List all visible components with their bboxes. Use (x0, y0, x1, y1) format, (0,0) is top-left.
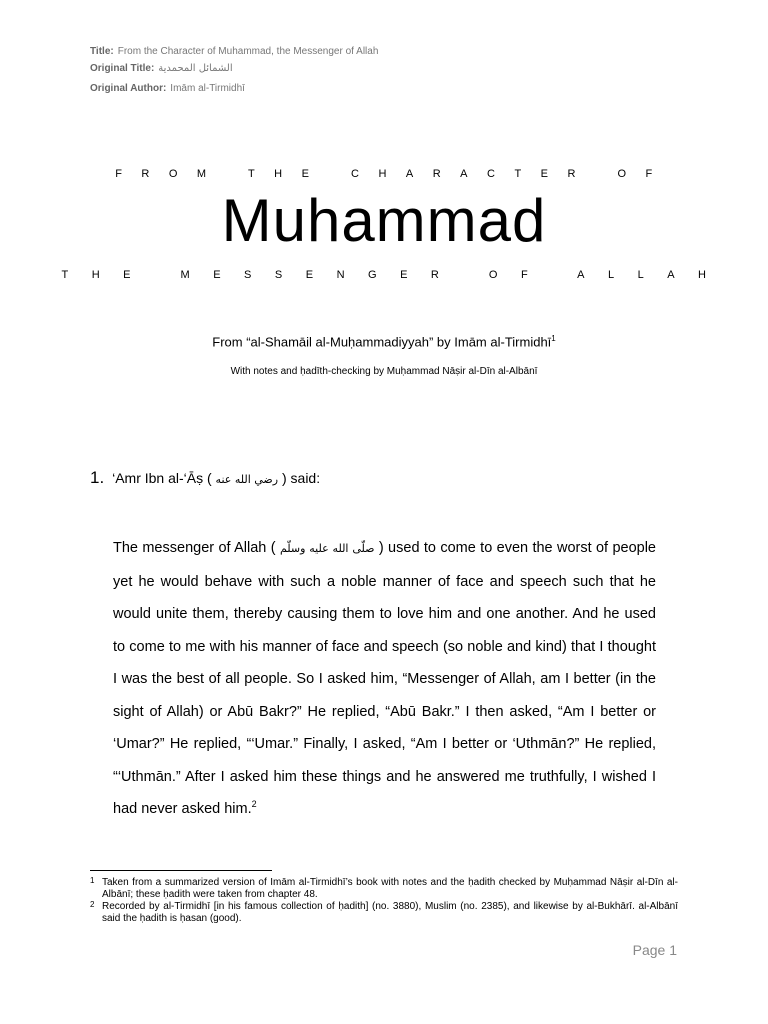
meta-title-line (90, 46, 378, 57)
footnote-1 (90, 877, 678, 901)
narrator-arabic: رضي الله عنه (215, 473, 279, 486)
meta-author-line (90, 83, 245, 94)
notes-line: With notes and ḥadīth-checking by Muḥammad Nāṣir al-Dīn al-Albānī (230, 366, 538, 377)
meta-original-title-value: الشمائل المحمدية (158, 63, 233, 74)
source-line-text: From “al-Shamāil al-Muḥammadiyyah” by Imām al-Tirmidhī (212, 334, 552, 350)
page-number: Page 1 (632, 942, 677, 958)
cover-bottom-text: THE MESSENGER OF ALLAH (61, 269, 730, 281)
meta-original-title-line (90, 63, 233, 74)
footnote-2-text: Recorded by al-Tirmidhī [in his famous collection of ḥadith] (no. 3880), Muslim (no. 2385), and likewise by al-Bukhārī. al-Albānī said the ḥadith is ḥasan (good). (102, 901, 678, 924)
narrator-before: ‘Amr Ibn al-‘Āṣ ( (112, 470, 212, 486)
meta-author-label: Original Author: (90, 83, 167, 94)
footnote-2-number: 2 (90, 900, 95, 909)
section-heading (90, 468, 320, 488)
cover-bottom-line (0, 269, 768, 281)
footnote-1-text: Taken from a summarized version of Imām al-Tirmidhī’s book with notes and the ḥadith checked by Muḥammad Nāṣir al-Dīn al-Albānī; these ḥadith were taken from chapter 48. (102, 877, 678, 900)
para-start: The messenger of Allah ( (113, 540, 276, 556)
meta-author-value: Imām al-Tirmidhī (170, 83, 245, 94)
cover-top-text: FROM THE CHARACTER OF (115, 168, 672, 180)
meta-title-label: Title: (90, 46, 114, 57)
meta-title-value: From the Character of Muhammad, the Messenger of Allah (117, 46, 379, 57)
footnote-separator (90, 870, 272, 871)
para-rest: ) used to come to even the worst of people yet he would behave with such a noble manner of face and speech such that he would unite them, thereby causing them to love him and one another. And he used to come to me with his manner of face and speech (so noble and kind) that I thought I was the best of all people. So I asked him, “Messenger of Allah, am I better (in the sight of Allah) or Abū Bakr?” He replied, “Abū Bakr.” I then asked, “Am I better or ‘Umar?” He replied, “‘Umar.” Finally, I asked, “Am I better or ‘Uthmān?” He replied, “‘Uthmān.” After I asked him these things and he answered me truthfully, I wished I had never asked him. (113, 540, 656, 817)
footnote-2 (90, 901, 678, 925)
cover-main-title: Muhammad (221, 187, 547, 254)
hadith-paragraph (113, 532, 656, 826)
para-arabic: صلّى الله عليه وسلّم (279, 542, 375, 555)
source-line (0, 334, 768, 349)
para-footnote-ref: 2 (251, 799, 257, 810)
cover-top-line (0, 168, 768, 180)
section-number: 1. (90, 468, 105, 487)
footnotes (90, 877, 678, 925)
footnote-1-number: 1 (90, 876, 95, 885)
source-footnote-ref: 1 (551, 334, 556, 343)
meta-original-title-label: Original Title: (90, 63, 155, 74)
narrator-after: ) said: (281, 470, 321, 486)
